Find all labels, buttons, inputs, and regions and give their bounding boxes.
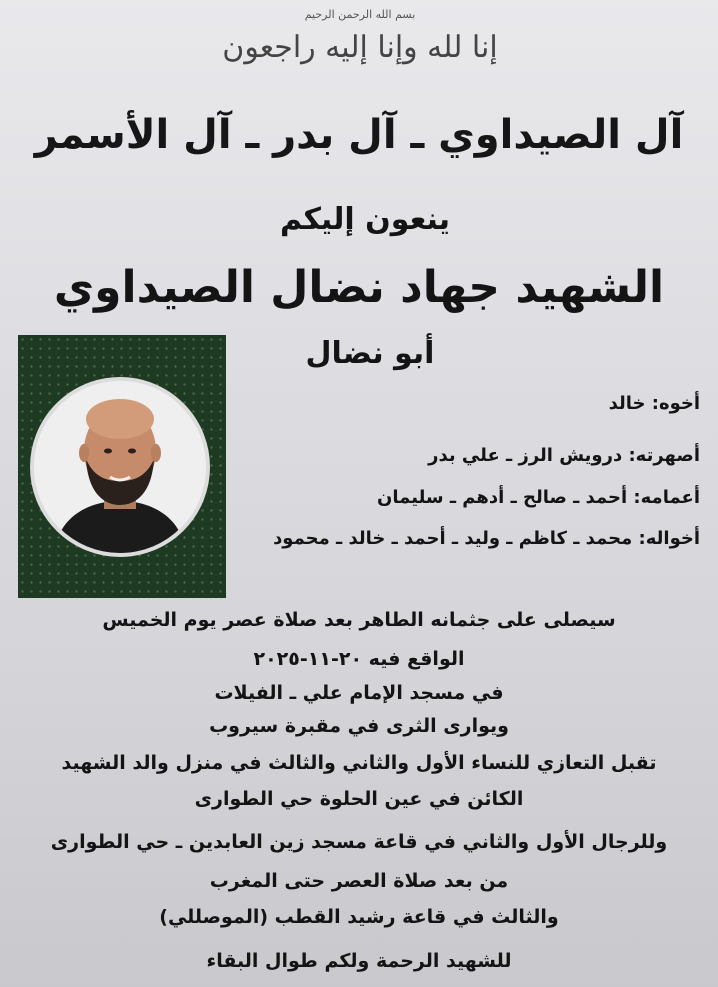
relative-maternal-uncles: أخواله: محمد ـ كاظم ـ وليد ـ أحمد ـ خالد ـ محمود bbox=[273, 528, 700, 549]
basmala: بسم الله الرحمن الرحيم bbox=[304, 8, 416, 21]
families-heading: آل الصيداوي ـ آل بدر ـ آل الأسمر bbox=[34, 112, 684, 158]
closing-line: للشهيد الرحمة ولكم طوال البقاء bbox=[206, 950, 512, 972]
detail-line: سيصلى على جثمانه الطاهر بعد صلاة عصر يوم الخميس bbox=[102, 609, 616, 631]
detail-line: والثالث في قاعة رشيد القطب (الموصللي) bbox=[159, 906, 559, 928]
announcement-text: ينعون إليكم bbox=[279, 202, 451, 237]
relative-paternal-uncles: أعمامه: أحمد ـ صالح ـ أدهم ـ سليمان bbox=[377, 487, 700, 508]
detail-line: وللرجال الأول والثاني في قاعة مسجد زين العابدين ـ حي الطوارى bbox=[50, 831, 668, 853]
portrait-photo-icon bbox=[30, 377, 210, 557]
detail-line: تقبل التعازي للنساء الأول والثاني والثالث في منزل والد الشهيد bbox=[61, 752, 657, 774]
relative-in-laws: أصهرته: درويش الرز ـ علي بدر bbox=[428, 445, 700, 466]
detail-line: في مسجد الإمام علي ـ الفيلات bbox=[214, 682, 504, 704]
deceased-kunya: أبو نضال bbox=[305, 336, 435, 371]
quran-verse: إنا لله وإنا إليه راجعون bbox=[222, 30, 498, 65]
deceased-name: الشهيد جهاد نضال الصيداوي bbox=[53, 262, 665, 313]
portrait-photo-frame bbox=[18, 335, 226, 598]
detail-line: الواقع فيه ٢٠-١١-٢٠٢٥ bbox=[253, 648, 465, 670]
detail-line: الكائن في عين الحلوة حي الطوارى bbox=[194, 788, 524, 810]
portrait-illustration bbox=[34, 381, 206, 553]
relative-brother: أخوه: خالد bbox=[608, 393, 700, 414]
detail-line: ويوارى الثرى في مقبرة سيروب bbox=[209, 715, 509, 737]
detail-line: من بعد صلاة العصر حتى المغرب bbox=[209, 870, 509, 892]
